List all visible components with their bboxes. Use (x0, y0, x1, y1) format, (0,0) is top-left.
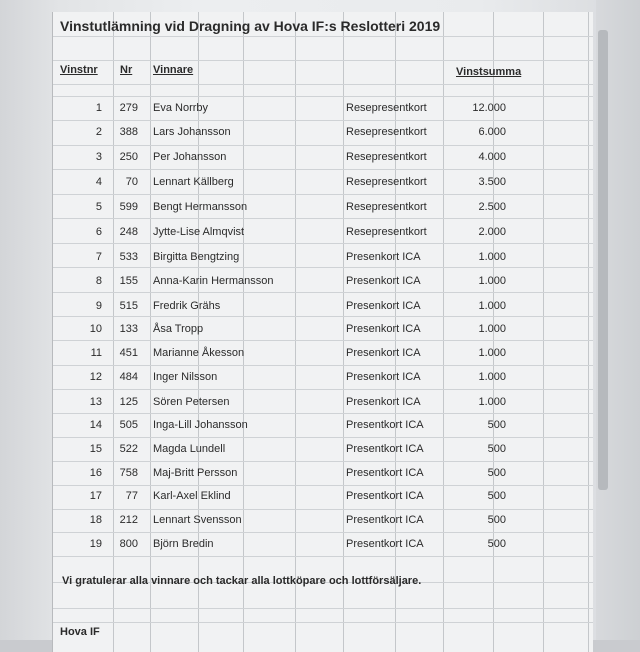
cell-vinstnr: 17 (89, 490, 102, 502)
cell-nr: 758 (119, 467, 138, 479)
cell-vinnare: Sören Petersen (153, 396, 230, 408)
cell-nr: 155 (119, 275, 138, 287)
cell-prize-type: Presenkort ICA (346, 251, 421, 263)
cell-vinstsumma: 500 (487, 514, 506, 526)
grid-row-line (53, 218, 593, 219)
cell-vinstnr: 14 (89, 419, 102, 431)
cell-prize-type: Presentkort ICA (346, 443, 424, 455)
vertical-scrollbar[interactable] (598, 30, 608, 490)
cell-vinstsumma: 6.000 (478, 126, 506, 138)
grid-row-line (53, 243, 593, 244)
cell-vinnare: Jytte-Lise Almqvist (153, 226, 245, 238)
cell-vinnare: Anna-Karin Hermansson (153, 275, 274, 287)
cell-prize-type: Presenkort ICA (346, 371, 421, 383)
cell-vinstnr: 15 (89, 443, 102, 455)
cell-vinstsumma: 500 (487, 419, 506, 431)
cell-vinstnr: 5 (95, 201, 102, 213)
grid-row-line (53, 556, 593, 557)
cell-nr: 125 (119, 396, 138, 408)
cell-vinstnr: 3 (95, 151, 102, 163)
cell-nr: 77 (125, 490, 138, 502)
cell-nr: 70 (125, 176, 138, 188)
cell-nr: 279 (119, 102, 138, 114)
cell-vinstnr: 10 (89, 323, 102, 335)
cell-prize-type: Presentkort ICA (346, 467, 424, 479)
grid-row-line (53, 316, 593, 317)
cell-vinstsumma: 1.000 (478, 347, 506, 359)
cell-prize-type: Resepresentkort (346, 201, 427, 213)
cell-prize-type: Presentkort ICA (346, 538, 424, 550)
cell-vinstsumma: 1.000 (478, 396, 506, 408)
cell-vinstsumma: 1.000 (478, 323, 506, 335)
cell-vinnare: Inga-Lill Johansson (153, 419, 248, 431)
cell-vinnare: Björn Bredin (153, 538, 214, 550)
signature: Hova IF (60, 626, 100, 638)
grid-row-line (53, 413, 593, 414)
cell-prize-type: Presenkort ICA (346, 396, 421, 408)
cell-vinstnr: 12 (89, 371, 102, 383)
cell-nr: 484 (119, 371, 138, 383)
cell-prize-type: Presenkort ICA (346, 275, 421, 287)
cell-vinnare: Bengt Hermansson (153, 201, 248, 213)
grid-row-line (53, 145, 593, 146)
cell-nr: 248 (119, 226, 138, 238)
cell-nr: 505 (119, 419, 138, 431)
cell-vinstnr: 1 (95, 102, 102, 114)
cell-prize-type: Resepresentkort (346, 151, 427, 163)
cell-vinstnr: 7 (95, 251, 102, 263)
cell-vinnare: Magda Lundell (153, 443, 226, 455)
cell-vinstsumma: 1.000 (478, 371, 506, 383)
cell-vinnare: Birgitta Bengtzing (153, 251, 240, 263)
cell-vinstnr: 16 (89, 467, 102, 479)
grid-row-line (53, 169, 593, 170)
grid-row-line (53, 532, 593, 533)
cell-prize-type: Presenkort ICA (346, 323, 421, 335)
header-vinnare: Vinnare (153, 64, 194, 76)
cell-nr: 599 (119, 201, 138, 213)
grid-row-line (53, 292, 593, 293)
cell-vinnare: Inger Nilsson (153, 371, 218, 383)
grid-row-line (53, 365, 593, 366)
cell-nr: 212 (119, 514, 138, 526)
header-vinstsumma: Vinstsumma (456, 66, 522, 78)
cell-vinstnr: 2 (95, 126, 102, 138)
cell-vinstnr: 18 (89, 514, 102, 526)
cell-prize-type: Resepresentkort (346, 126, 427, 138)
cell-vinnare: Lennart Källberg (153, 176, 234, 188)
cell-vinstnr: 19 (89, 538, 102, 550)
cell-vinnare: Maj-Britt Persson (153, 467, 238, 479)
grid-row-line (53, 608, 593, 609)
cell-nr: 250 (119, 151, 138, 163)
cell-vinstnr: 6 (95, 226, 102, 238)
cell-vinstsumma: 500 (487, 538, 506, 550)
grid-row-line (53, 120, 593, 121)
cell-vinstsumma: 1.000 (478, 275, 506, 287)
cell-nr: 388 (119, 126, 138, 138)
cell-vinstsumma: 3.500 (478, 176, 506, 188)
cell-nr: 451 (119, 347, 138, 359)
cell-prize-type: Resepresentkort (346, 102, 427, 114)
footer-note: Vi gratulerar alla vinnare och tackar alla lottköpare och lottförsäljare. (62, 575, 422, 587)
cell-vinstnr: 4 (95, 176, 102, 188)
cell-nr: 522 (119, 443, 138, 455)
grid-row-line (53, 267, 593, 268)
cell-vinstsumma: 2.500 (478, 201, 506, 213)
grid-row-line (53, 84, 593, 85)
cell-vinnare: Karl-Axel Eklind (153, 490, 231, 502)
cell-prize-type: Presentkort ICA (346, 490, 424, 502)
cell-vinnare: Lars Johansson (153, 126, 231, 138)
cell-vinstnr: 11 (90, 347, 102, 359)
grid-row-line (53, 622, 593, 623)
cell-prize-type: Resepresentkort (346, 226, 427, 238)
cell-vinstsumma: 2.000 (478, 226, 506, 238)
sheet-title: Vinstutlämning vid Dragning av Hova IF:s Reslotteri 2019 (60, 18, 441, 34)
cell-vinstnr: 9 (95, 300, 102, 312)
cell-prize-type: Presenkort ICA (346, 347, 421, 359)
cell-vinnare: Lennart Svensson (153, 514, 242, 526)
cell-vinstsumma: 500 (487, 467, 506, 479)
cell-prize-type: Presenkort ICA (346, 300, 421, 312)
cell-vinstsumma: 1.000 (478, 251, 506, 263)
cell-vinstsumma: 500 (487, 490, 506, 502)
grid-row-line (53, 194, 593, 195)
cell-vinnare: Per Johansson (153, 151, 227, 163)
grid-row-line (53, 437, 593, 438)
grid-row-line (53, 96, 593, 97)
grid-row-line (53, 509, 593, 510)
cell-vinnare: Marianne Åkesson (153, 347, 245, 359)
grid-row-line (53, 461, 593, 462)
grid-row-line (53, 485, 593, 486)
grid-row-line (53, 60, 593, 61)
grid-row-line (53, 340, 593, 341)
grid-row-line (53, 389, 593, 390)
cell-prize-type: Presentkort ICA (346, 514, 424, 526)
cell-nr: 515 (119, 300, 138, 312)
cell-prize-type: Presentkort ICA (346, 419, 424, 431)
cell-nr: 133 (119, 323, 138, 335)
cell-vinstnr: 8 (95, 275, 102, 287)
cell-vinnare: Fredrik Grähs (153, 300, 221, 312)
cell-vinstsumma: 4.000 (478, 151, 506, 163)
grid-row-line (53, 36, 593, 37)
cell-vinnare: Åsa Tropp (153, 323, 204, 335)
cell-vinnare: Eva Norrby (153, 102, 209, 114)
cell-vinstnr: 13 (89, 396, 102, 408)
header-nr: Nr (120, 64, 133, 76)
cell-prize-type: Resepresentkort (346, 176, 427, 188)
cell-vinstsumma: 1.000 (478, 300, 506, 312)
cell-nr: 533 (119, 251, 138, 263)
cell-nr: 800 (119, 538, 138, 550)
cell-vinstsumma: 12.000 (472, 102, 506, 114)
cell-vinstsumma: 500 (487, 443, 506, 455)
header-vinstnr: Vinstnr (60, 64, 98, 76)
